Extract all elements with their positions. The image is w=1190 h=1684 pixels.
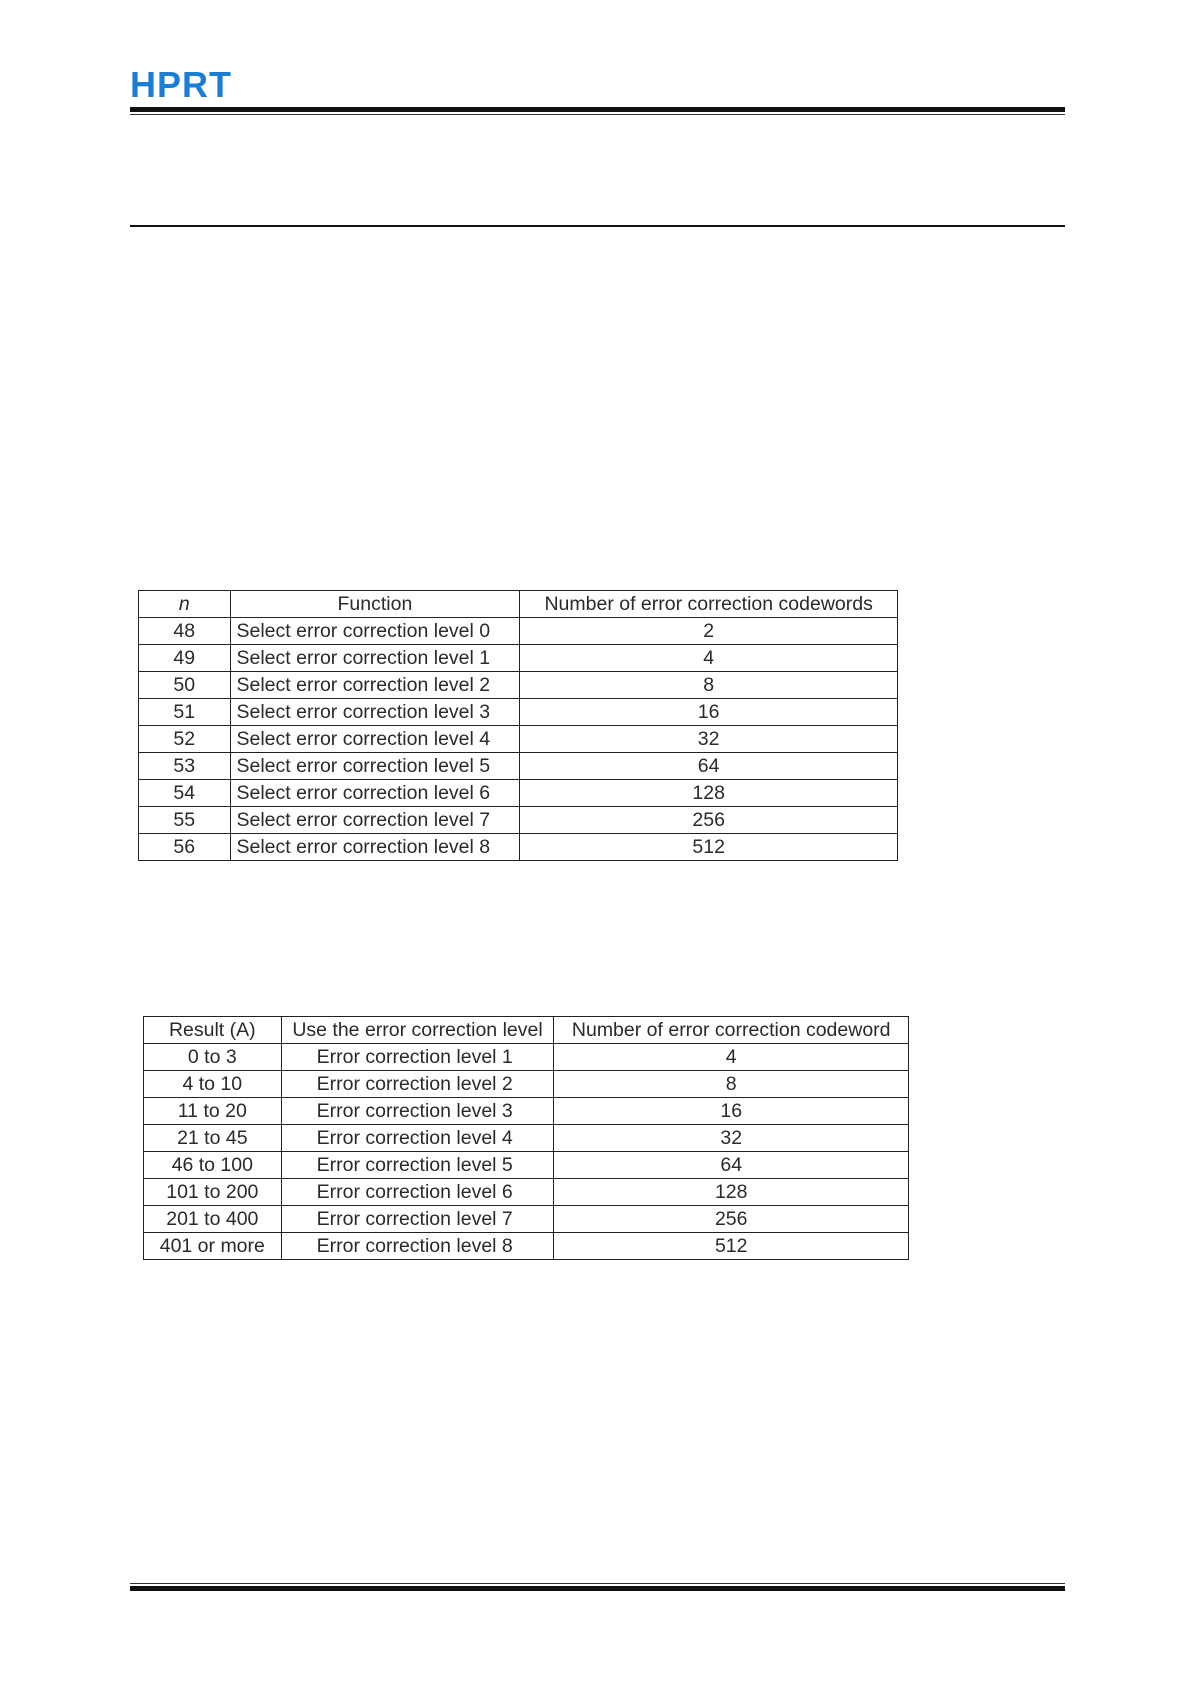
result-range-cell: 46 to 100 [144, 1152, 282, 1179]
n-value-cell: 50 [139, 672, 231, 699]
function-cell: Select error correction level 7 [230, 807, 520, 834]
table-row [144, 1233, 909, 1260]
table-row [139, 807, 898, 834]
result-range-cell: 401 or more [144, 1233, 282, 1260]
column-header-codeword: Number of error correction codeword [554, 1017, 909, 1044]
codeword-cell: 4 [554, 1044, 909, 1071]
n-value-cell: 49 [139, 645, 231, 672]
codeword-cell: 64 [554, 1152, 909, 1179]
result-range-cell: 201 to 400 [144, 1206, 282, 1233]
codewords-cell: 4 [520, 645, 898, 672]
table-row [139, 645, 898, 672]
column-header-function: Function [230, 591, 520, 618]
codeword-cell: 16 [554, 1098, 909, 1125]
result-range-cell: 0 to 3 [144, 1044, 282, 1071]
function-cell: Select error correction level 8 [230, 834, 520, 861]
codewords-cell: 512 [520, 834, 898, 861]
level-cell: Error correction level 2 [281, 1071, 554, 1098]
table-row [144, 1098, 909, 1125]
n-value-cell: 54 [139, 780, 231, 807]
column-header-n: n [139, 591, 231, 618]
level-cell: Error correction level 8 [281, 1233, 554, 1260]
n-value-cell: 51 [139, 699, 231, 726]
result-range-cell: 101 to 200 [144, 1179, 282, 1206]
codewords-cell: 8 [520, 672, 898, 699]
table-row [144, 1071, 909, 1098]
table-row [139, 753, 898, 780]
column-header-level: Use the error correction level [281, 1017, 554, 1044]
level-cell: Error correction level 5 [281, 1152, 554, 1179]
codewords-cell: 256 [520, 807, 898, 834]
column-header-codewords: Number of error correction codewords [520, 591, 898, 618]
function-cell: Select error correction level 2 [230, 672, 520, 699]
hprt-logo-text: HPRT [130, 66, 232, 104]
level-cell: Error correction level 3 [281, 1098, 554, 1125]
function-cell: Select error correction level 1 [230, 645, 520, 672]
function-cell: Select error correction level 5 [230, 753, 520, 780]
footer-rule-thick [130, 1586, 1065, 1591]
function-cell: Select error correction level 6 [230, 780, 520, 807]
result-range-cell: 21 to 45 [144, 1125, 282, 1152]
table-row [139, 780, 898, 807]
function-cell: Select error correction level 3 [230, 699, 520, 726]
error-level-table [138, 590, 898, 861]
table-row [139, 834, 898, 861]
hprt-logo [130, 66, 256, 104]
table-row [144, 1179, 909, 1206]
column-header-result: Result (A) [144, 1017, 282, 1044]
hprt-logo-mark [130, 66, 256, 104]
codewords-cell: 16 [520, 699, 898, 726]
codewords-cell: 2 [520, 618, 898, 645]
n-value-cell: 48 [139, 618, 231, 645]
table-row [139, 726, 898, 753]
codeword-cell: 512 [554, 1233, 909, 1260]
table-row [139, 699, 898, 726]
codewords-cell: 128 [520, 780, 898, 807]
function-cell: Select error correction level 0 [230, 618, 520, 645]
header-rule-thin [130, 114, 1065, 115]
level-cell: Error correction level 6 [281, 1179, 554, 1206]
table-header-row [144, 1017, 909, 1044]
footer-rule-thin [130, 1583, 1065, 1584]
codeword-cell: 256 [554, 1206, 909, 1233]
n-value-cell: 56 [139, 834, 231, 861]
codewords-cell: 64 [520, 753, 898, 780]
header-rule-thick [130, 107, 1065, 112]
table-row [139, 618, 898, 645]
level-cell: Error correction level 4 [281, 1125, 554, 1152]
result-range-cell: 4 to 10 [144, 1071, 282, 1098]
table-row [139, 672, 898, 699]
table-row [144, 1206, 909, 1233]
codeword-cell: 8 [554, 1071, 909, 1098]
table-row [144, 1152, 909, 1179]
n-value-cell: 53 [139, 753, 231, 780]
codewords-cell: 32 [520, 726, 898, 753]
function-cell: Select error correction level 4 [230, 726, 520, 753]
table-header-row [139, 591, 898, 618]
level-cell: Error correction level 1 [281, 1044, 554, 1071]
level-cell: Error correction level 7 [281, 1206, 554, 1233]
auto-level-table [143, 1016, 909, 1260]
table-row [144, 1044, 909, 1071]
codeword-cell: 128 [554, 1179, 909, 1206]
result-range-cell: 11 to 20 [144, 1098, 282, 1125]
codeword-cell: 32 [554, 1125, 909, 1152]
table-row [144, 1125, 909, 1152]
n-value-cell: 52 [139, 726, 231, 753]
n-value-cell: 55 [139, 807, 231, 834]
section-divider [130, 225, 1065, 227]
